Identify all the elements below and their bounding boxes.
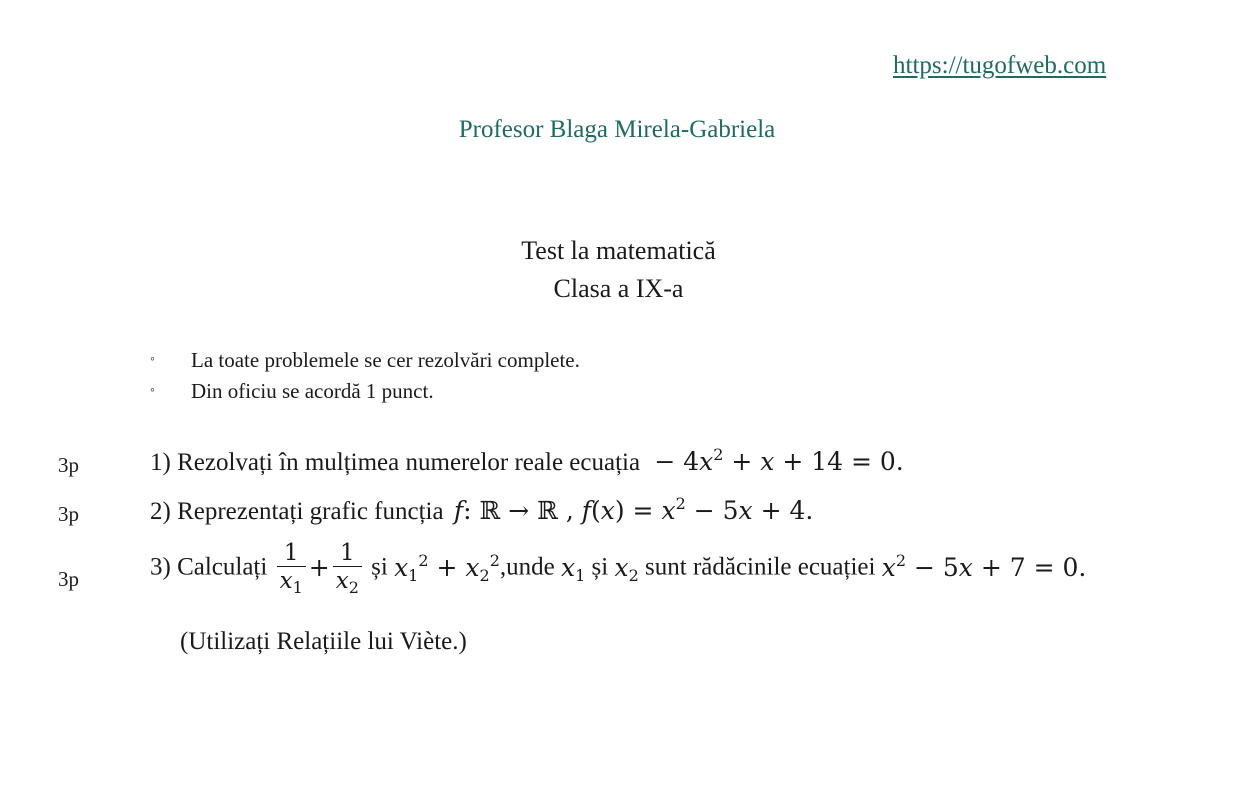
root-x1: $x_1$ xyxy=(560,552,586,585)
problem-equation: − $4x^2 + x + 14 = 0$. xyxy=(654,445,904,476)
fraction-denominator: $x_2$ xyxy=(333,566,362,594)
fraction-1-over-x1 xyxy=(277,540,306,598)
problem-points: 3p xyxy=(58,453,79,477)
problem-text: 2) Reprezentați grafic funcția xyxy=(150,498,444,525)
bullet-marker: ◦ xyxy=(150,383,155,398)
fraction-numerator: 1 xyxy=(339,540,355,566)
viete-note: (Utilizați Relațiile lui Viète.) xyxy=(180,628,467,655)
problem-equation: $x^2 - 5x + 7 = 0$. xyxy=(881,550,1087,582)
word-and: și xyxy=(371,553,388,581)
fraction-denominator: $x_1$ xyxy=(277,566,306,594)
test-subtitle: Clasa a IX-a xyxy=(553,274,684,303)
sum-of-squares: $x_1^2 + x_2^2$ xyxy=(394,550,500,585)
fraction-numerator: 1 xyxy=(283,540,299,566)
problem-points: 3p xyxy=(58,567,79,591)
problem-function: f: ℝ → ℝ , $f(x) = x^2 - 5x + 4$. xyxy=(453,494,814,525)
fraction-1-over-x2 xyxy=(333,540,362,598)
word-unde: ,unde xyxy=(499,553,555,581)
word-sunt: sunt rădăcinile ecuației xyxy=(645,553,876,581)
problem-text: 3) Calculați xyxy=(150,553,268,581)
author-name: Profesor Blaga Mirela-Gabriela xyxy=(458,116,776,143)
bullet-marker: ◦ xyxy=(150,352,155,367)
problem-text: 1) Rezolvați în mulțimea numerelor reale ecuația xyxy=(150,449,641,476)
problem-points: 3p xyxy=(58,502,79,526)
test-title: Test la matematică xyxy=(521,236,716,265)
instruction-text: La toate problemele se cer rezolvări complete. xyxy=(191,348,580,372)
site-link[interactable]: https://tugofweb.com xyxy=(893,52,1107,79)
problem-3: 3) Calculați $\frac{1}{x_1}$ + $\frac{1}{x_2}$ și $x_1^2$ + $x_2^2,unde$ $x_1$ și $x_2$ sunt rădăcinile ecuației $x^2 - 5x + 7 = 0$. xyxy=(150,540,1087,598)
root-x2: $x_2$ xyxy=(614,552,639,585)
word-and: și xyxy=(591,553,609,581)
problem-1 xyxy=(150,447,904,477)
instruction-text: Din oficiu se acordă 1 punct. xyxy=(191,379,434,403)
problem-2 xyxy=(150,496,813,526)
